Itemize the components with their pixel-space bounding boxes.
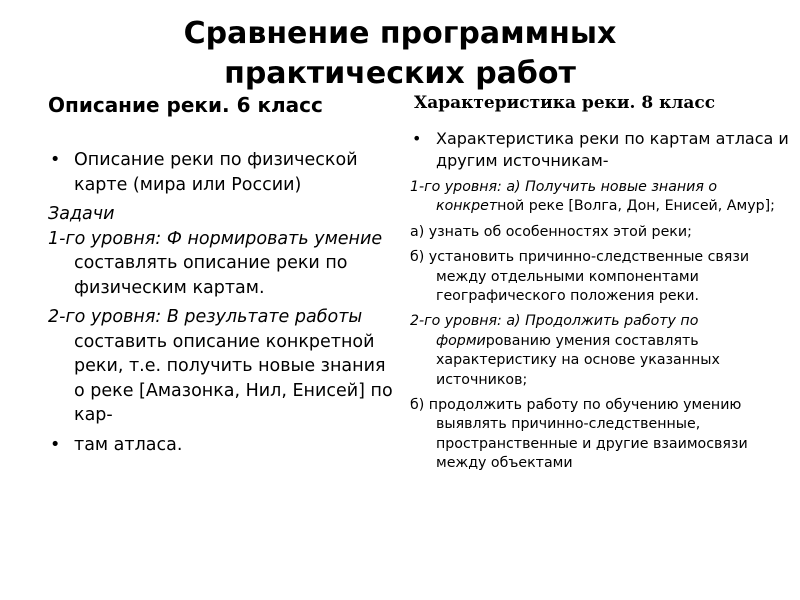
right-level-2-italic: 2-го уровня: а) Продолжить работу по форми <box>410 313 699 349</box>
right-item-b2: б) продолжить работу по обучению умению выявлять причинно-следственные, пространственные и другие взаимосвязи между объектами <box>410 397 748 472</box>
right-heading: Характеристика реки. 8 класс <box>414 93 716 113</box>
right-level-2-text: рованию умения составлять характеристику на основе указанных источников; <box>436 332 720 388</box>
right-column <box>410 92 790 474</box>
left-bullet-1 <box>48 148 393 197</box>
left-level-1 <box>48 227 393 301</box>
right-level-2 <box>410 312 790 390</box>
left-level-1-italic: 1-го уровня: Ф нормировать умение <box>48 228 383 249</box>
left-bullet-1-text: Описание реки по физической карте (мира или России) <box>74 150 358 195</box>
right-bullet-1-text: Характеристика реки по картам атласа и другим источникам- <box>436 129 789 170</box>
title-line-1: Сравнение программных <box>183 16 617 51</box>
right-level-1-italic: 1-го уровня: а) Получить новые знания о конкрет <box>410 179 718 215</box>
right-item-a: а) узнать об особенностях этой реки; <box>410 223 692 240</box>
right-item-b: б) установить причинно-следственные связи между отдельными компонентами географического положения реки. <box>410 249 750 305</box>
title-line-2: практических работ <box>224 56 576 91</box>
right-bullet-1 <box>410 128 790 172</box>
left-level-2-text: составить описание конкретной реки, т.е. получить новые знания о реке [Амазонка, Нил, Енисей] по кар- <box>74 331 393 425</box>
right-level-1-text: ной реке [Волга, Дон, Енисей, Амур]; <box>497 198 775 215</box>
left-level-2-italic: 2-го уровня: В результате работы <box>48 307 363 327</box>
left-bullet-2-text: там атласа. <box>74 434 183 455</box>
left-level-2 <box>48 305 393 428</box>
left-bullet-2 <box>48 433 393 458</box>
tasks-label: Задачи <box>48 204 115 224</box>
left-column <box>48 92 393 457</box>
right-level-1 <box>410 178 790 217</box>
left-heading: Описание реки. 6 класс <box>48 93 323 117</box>
left-level-1-text: составлять описание реки по физическим картам. <box>74 253 348 298</box>
page-title <box>0 14 800 94</box>
